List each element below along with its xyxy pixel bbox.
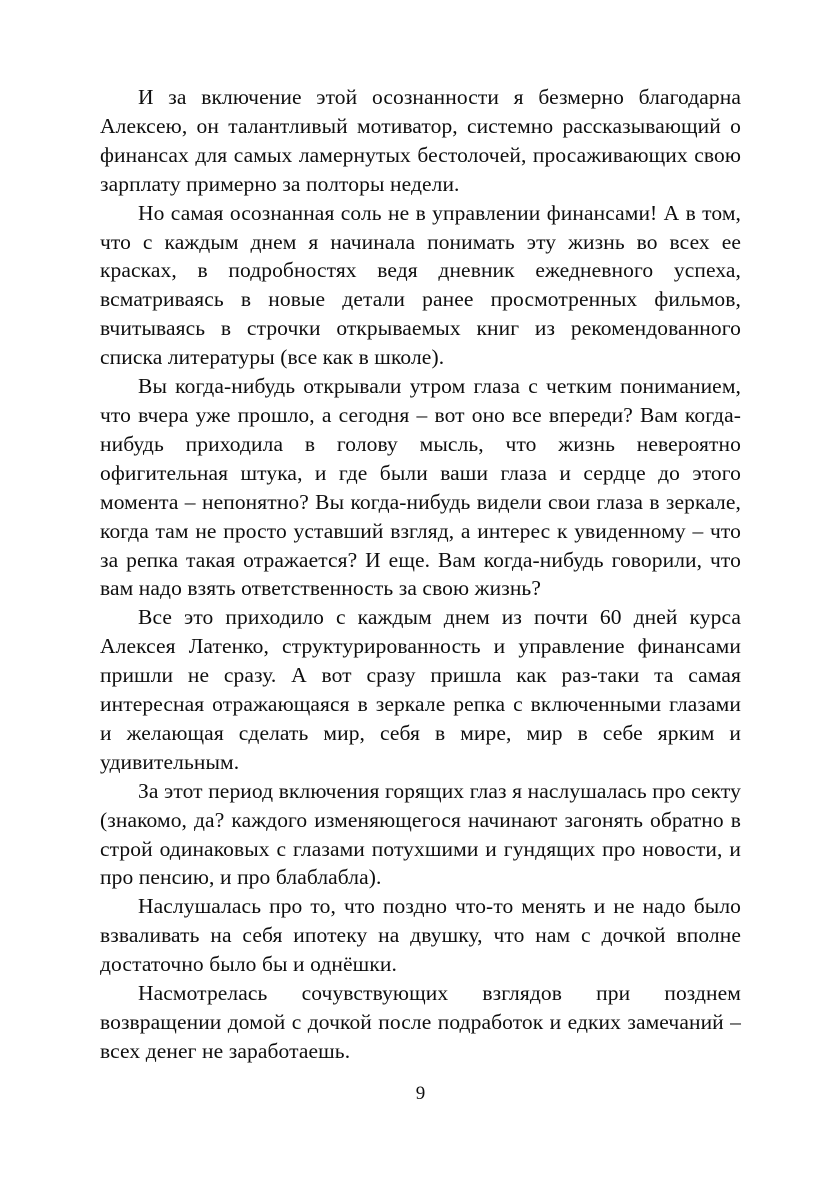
paragraph: Но самая осознанная соль не в управлении финансами! А в том, что с каждым днем я начинала понимать эту жизнь во всех ее красках, в подробностях ведя дневник ежедневного успеха, всматриваясь в новые детали ранее просмотренных фильмов, вчитываясь в строчки открываемых книг из рекомендованного списка литературы (все как в школе). bbox=[100, 200, 741, 370]
paragraph: Насмотрелась сочувствующих взглядов при позднем возвращении домой с дочкой после подработок и едких замечаний – всех денег не заработаешь. bbox=[100, 981, 741, 1063]
paragraph: Наслушалась про то, что поздно что-то менять и не надо было взваливать на себя ипотеку на двушку, что нам с дочкой вполне достаточно было бы и однёшки. bbox=[100, 894, 741, 977]
page-footer bbox=[100, 1082, 741, 1106]
page-body-text bbox=[100, 83, 741, 1066]
page-number: 9 bbox=[415, 1083, 426, 1104]
paragraph: Вы когда-нибудь открывали утром глаза с четким пониманием, что вчера уже прошло, а сегодня – вот оно все впереди? Вам когда-нибудь приходила в голову мысль, что жизнь невероятно офигительная штука, и где были ваши глаза и сердце до этого момента – непонятно? Вы когда-нибудь видели свои глаза в зеркале, когда там не просто уставший взгляд, а интерес к увиденному – что за репка такая отражается? И еще. Вам когда-нибудь говорили, что вам надо взять ответственность за свою жизнь? bbox=[100, 374, 741, 601]
paragraph: За этот период включения горящих глаз я наслушалась про секту (знакомо, да? каждого изменяющегося начинают загонять обратно в строй одинаковых с глазами потухшими и гундящих про новости, и про пенсию, и про блаблабла). bbox=[100, 778, 741, 890]
paragraph: Все это приходило с каждым днем из почти 60 дней курса Алексея Латенко, структурированность и управление финансами пришли не сразу. А вот сразу пришла как раз-таки та самая интересная отражающаяся в зеркале репка с включенными глазами и желающая сделать мир, себя в мире, мир в себе ярким и удивительным. bbox=[100, 605, 741, 774]
paragraph: И за включение этой осознанности я безмерно благодарна Алексею, он талантливый мотиватор, системно рассказывающий о финансах для самых ламернутых бестолочей, просаживающих свою зарплату примерно за полторы недели. bbox=[100, 85, 741, 196]
